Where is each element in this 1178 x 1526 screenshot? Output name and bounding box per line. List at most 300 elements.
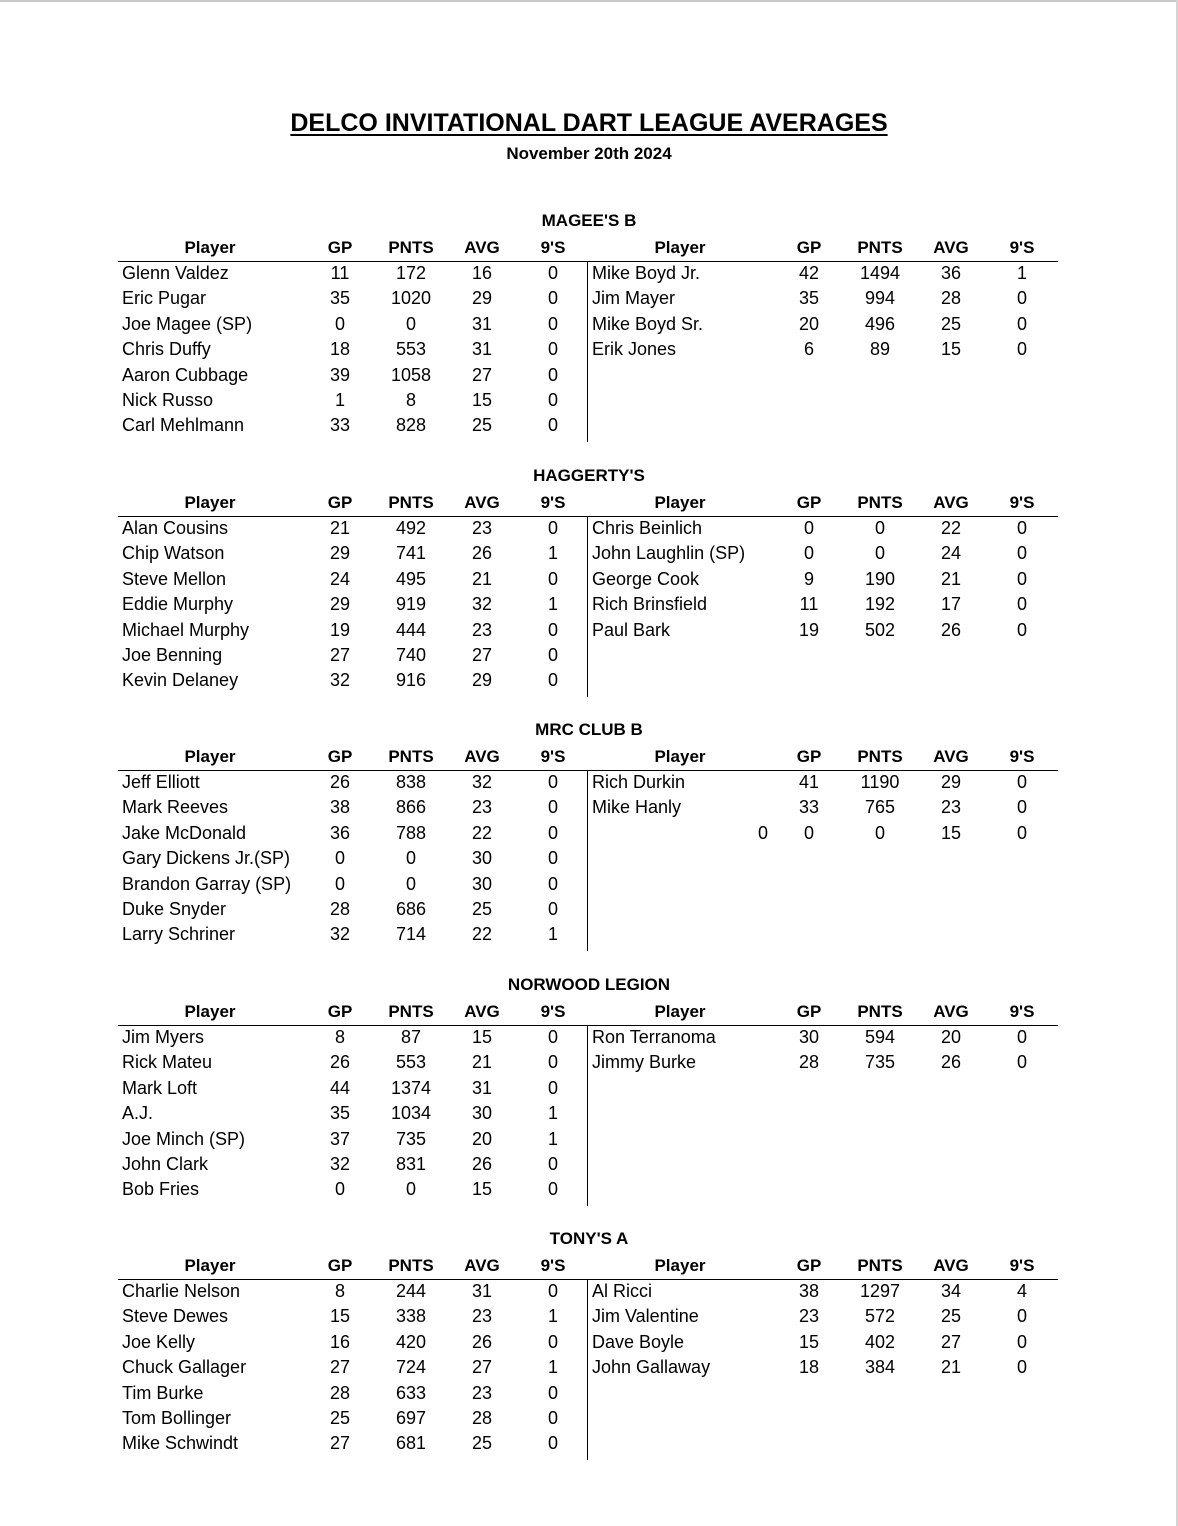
- nines-cell: 1: [547, 594, 558, 615]
- average-cell: 15: [940, 339, 962, 360]
- nines-cell: 0: [1016, 772, 1027, 792]
- nines-cell: 0: [1016, 1306, 1027, 1327]
- games-played-cell: 35: [798, 288, 820, 309]
- points-cell: 338: [395, 1306, 427, 1327]
- team-name: HAGGERTY'S: [533, 466, 645, 485]
- average-cell: 27: [471, 1357, 493, 1378]
- header-gp-left: GP: [327, 493, 353, 512]
- header-pnts-right: PNTS: [857, 1256, 903, 1275]
- header-gp-right: GP: [796, 1256, 822, 1275]
- points-cell: 994: [864, 288, 896, 309]
- points-cell: 492: [395, 518, 427, 538]
- average-cell: 29: [471, 670, 493, 691]
- nines-cell: 0: [547, 772, 558, 792]
- average-cell: 29: [940, 772, 962, 792]
- nines-cell: 0: [1016, 1052, 1027, 1073]
- games-played-cell: 36: [329, 822, 351, 843]
- player-name: Tim Burke: [122, 1382, 204, 1403]
- games-played-cell: 33: [329, 415, 351, 436]
- average-cell: 20: [471, 1128, 493, 1149]
- table-row: [0, 388, 1178, 413]
- header-avg-right: AVG: [933, 1002, 969, 1021]
- games-played-cell: 16: [329, 1331, 351, 1352]
- points-cell: 735: [864, 1052, 896, 1073]
- games-played-cell: 18: [329, 339, 351, 360]
- player-name: Ron Terranoma: [592, 1027, 716, 1047]
- header-gp-right: GP: [796, 493, 822, 512]
- header-gp-left: GP: [327, 1002, 353, 1021]
- header-avg-left: AVG: [464, 493, 500, 512]
- average-cell: 29: [471, 288, 493, 309]
- header-avg-left: AVG: [464, 747, 500, 766]
- table-row: [0, 1381, 1178, 1406]
- nines-cell: 0: [547, 364, 558, 385]
- table-row: [0, 312, 1178, 337]
- points-cell: 1494: [859, 263, 901, 283]
- nines-cell: 0: [547, 313, 558, 334]
- games-played-cell: 42: [798, 263, 820, 283]
- average-cell: 34: [940, 1281, 962, 1301]
- points-cell: 1034: [390, 1103, 432, 1124]
- average-cell: 26: [471, 1331, 493, 1352]
- games-played-cell: 41: [798, 772, 820, 792]
- header-avg-left: AVG: [464, 1002, 500, 1021]
- nines-cell: 0: [1016, 1331, 1027, 1352]
- points-cell: 87: [400, 1027, 422, 1047]
- table-row: [0, 516, 1178, 541]
- points-cell: 495: [395, 568, 427, 589]
- table-row: [0, 922, 1178, 947]
- points-cell: 0: [405, 848, 416, 869]
- points-cell: 686: [395, 899, 427, 919]
- player-name: Rick Mateu: [122, 1052, 213, 1073]
- header-nines-right: 9'S: [1009, 747, 1035, 766]
- points-cell: 0: [405, 873, 416, 894]
- points-cell: 0: [874, 822, 885, 843]
- points-cell: 420: [395, 1331, 427, 1352]
- nines-cell: 1: [547, 1103, 558, 1124]
- team-name: TONY'S A: [549, 1229, 629, 1248]
- player-name: Glenn Valdez: [122, 263, 229, 283]
- player-name: Jim Valentine: [592, 1306, 699, 1327]
- points-cell: 681: [395, 1433, 427, 1454]
- header-pnts-right: PNTS: [857, 1002, 903, 1021]
- table-row: [0, 897, 1178, 922]
- average-cell: 30: [471, 873, 493, 894]
- nines-cell: 1: [547, 543, 558, 564]
- player-name: Rich Durkin: [592, 772, 686, 792]
- header-nines-right: 9'S: [1009, 493, 1035, 512]
- points-cell: 714: [395, 924, 427, 945]
- nines-cell: 1: [547, 924, 558, 945]
- table-row: [0, 872, 1178, 897]
- points-cell: 496: [864, 313, 896, 334]
- nines-cell: 0: [547, 1382, 558, 1403]
- header-gp-left: GP: [327, 1256, 353, 1275]
- points-cell: 402: [864, 1331, 896, 1352]
- nines-cell: 0: [547, 1281, 558, 1301]
- header-pnts-right: PNTS: [857, 238, 903, 257]
- player-name: Mark Reeves: [122, 797, 229, 818]
- nines-cell: 1: [547, 1306, 558, 1327]
- player-name: Chip Watson: [122, 543, 225, 564]
- points-cell: 572: [864, 1306, 896, 1327]
- header-player-right: Player: [654, 1256, 706, 1275]
- nines-cell: 0: [547, 518, 558, 538]
- points-cell: 594: [864, 1027, 896, 1047]
- nines-cell: 0: [1016, 797, 1027, 818]
- average-cell: 31: [471, 1281, 493, 1301]
- average-cell: 30: [471, 848, 493, 869]
- average-cell: 25: [471, 899, 493, 919]
- header-player-left: Player: [184, 1256, 236, 1275]
- header-pnts-right: PNTS: [857, 747, 903, 766]
- points-cell: 89: [869, 339, 891, 360]
- average-cell: 31: [471, 1077, 493, 1098]
- nines-cell: 0: [547, 1154, 558, 1174]
- header-nines-left: 9'S: [540, 747, 566, 766]
- points-cell: 788: [395, 822, 427, 843]
- player-name: Paul Bark: [592, 619, 671, 640]
- games-played-cell: 38: [329, 797, 351, 818]
- page-title-text: DELCO INVITATIONAL DART LEAGUE AVERAGES: [290, 109, 888, 137]
- page-top-border: [0, 0, 1178, 2]
- average-cell: 22: [940, 518, 962, 538]
- games-played-cell: 26: [329, 772, 351, 792]
- games-played-cell: 0: [803, 518, 814, 538]
- average-cell: 22: [471, 822, 493, 843]
- points-cell: 724: [395, 1357, 427, 1378]
- average-cell: 26: [940, 619, 962, 640]
- player-name: Duke Snyder: [122, 899, 227, 919]
- points-cell: 0: [874, 518, 885, 538]
- player-name: George Cook: [592, 568, 700, 589]
- table-row: [0, 1152, 1178, 1177]
- nines-cell: 0: [547, 1077, 558, 1098]
- header-player-right: Player: [654, 1002, 706, 1021]
- average-cell: 15: [471, 1027, 493, 1047]
- games-played-cell: 27: [329, 1433, 351, 1454]
- table-row: [0, 643, 1178, 668]
- player-name: Larry Schriner: [122, 924, 236, 945]
- games-played-cell: 38: [798, 1281, 820, 1301]
- table-row: [0, 1279, 1178, 1304]
- header-player-left: Player: [184, 238, 236, 257]
- games-played-cell: 9: [803, 568, 814, 589]
- games-played-cell: 15: [329, 1306, 351, 1327]
- games-played-cell: 19: [329, 619, 351, 640]
- games-played-cell: 8: [334, 1027, 345, 1047]
- points-cell: 8: [405, 390, 416, 410]
- player-name: Jimmy Burke: [592, 1052, 697, 1073]
- games-played-cell: 24: [329, 568, 351, 589]
- table-row: [0, 1330, 1178, 1355]
- header-nines-left: 9'S: [540, 238, 566, 257]
- points-cell: 1058: [390, 364, 432, 385]
- table-row: [0, 1177, 1178, 1202]
- average-cell: 23: [471, 797, 493, 818]
- header-nines-left: 9'S: [540, 1002, 566, 1021]
- average-cell: 21: [471, 1052, 493, 1073]
- games-played-cell: 19: [798, 619, 820, 640]
- header-avg-left: AVG: [464, 238, 500, 257]
- average-cell: 24: [940, 543, 962, 564]
- nines-cell: 0: [547, 619, 558, 640]
- header-pnts-left: PNTS: [388, 747, 434, 766]
- games-played-cell: 28: [798, 1052, 820, 1073]
- player-name: Jake McDonald: [122, 822, 247, 843]
- average-cell: 27: [471, 364, 493, 385]
- games-played-cell: 18: [798, 1357, 820, 1378]
- average-cell: 20: [940, 1027, 962, 1047]
- nines-cell: 0: [547, 797, 558, 818]
- player-name: Joe Benning: [122, 645, 223, 665]
- games-played-cell: 0: [334, 1179, 345, 1200]
- games-played-cell: 32: [329, 670, 351, 691]
- nines-cell: 0: [1016, 1027, 1027, 1047]
- player-name: Chris Duffy: [122, 339, 211, 360]
- header-nines-right: 9'S: [1009, 238, 1035, 257]
- nines-cell: 4: [1016, 1281, 1027, 1301]
- player-name: Charlie Nelson: [122, 1281, 241, 1301]
- header-player-right: Player: [654, 747, 706, 766]
- games-played-cell: 0: [803, 543, 814, 564]
- nines-cell: 0: [547, 415, 558, 436]
- games-played-cell: 35: [329, 288, 351, 309]
- table-row: [0, 668, 1178, 693]
- header-nines-left: 9'S: [540, 1256, 566, 1275]
- table-row: [0, 821, 1178, 846]
- header-pnts-left: PNTS: [388, 1002, 434, 1021]
- games-played-cell: 0: [803, 822, 814, 843]
- average-cell: 27: [471, 645, 493, 665]
- player-name: Tom Bollinger: [122, 1408, 232, 1428]
- header-avg-right: AVG: [933, 493, 969, 512]
- nines-cell: 0: [547, 339, 558, 360]
- points-cell: 244: [395, 1281, 427, 1301]
- points-cell: 831: [395, 1154, 427, 1174]
- player-name: Chuck Gallager: [122, 1357, 247, 1378]
- games-played-cell: 39: [329, 364, 351, 385]
- page-date: November 20th 2024: [506, 144, 672, 163]
- games-played-cell: 33: [798, 797, 820, 818]
- player-name: Jim Mayer: [592, 288, 676, 309]
- player-name: Carl Mehlmann: [122, 415, 245, 436]
- average-cell: 26: [471, 1154, 493, 1174]
- games-played-cell: 25: [329, 1408, 351, 1428]
- header-gp-left: GP: [327, 747, 353, 766]
- points-cell: 0: [405, 313, 416, 334]
- nines-cell: 1: [1016, 263, 1027, 283]
- games-played-cell: 1: [334, 390, 345, 410]
- header-avg-right: AVG: [933, 238, 969, 257]
- table-row: [0, 413, 1178, 438]
- points-cell: 444: [395, 619, 427, 640]
- header-gp-right: GP: [796, 238, 822, 257]
- header-pnts-left: PNTS: [388, 493, 434, 512]
- average-cell: 21: [940, 1357, 962, 1378]
- average-cell: 27: [940, 1331, 962, 1352]
- player-name: Dave Boyle: [592, 1331, 685, 1352]
- games-played-cell: 23: [798, 1306, 820, 1327]
- nines-cell: 1: [547, 1128, 558, 1149]
- header-player-left: Player: [184, 493, 236, 512]
- player-name: Michael Murphy: [122, 619, 250, 640]
- nines-cell: 1: [547, 1357, 558, 1378]
- table-row: [0, 795, 1178, 820]
- points-cell: 735: [395, 1128, 427, 1149]
- player-name: Steve Mellon: [122, 568, 227, 589]
- header-nines-left: 9'S: [540, 493, 566, 512]
- games-played-cell: 0: [334, 313, 345, 334]
- header-nines-right: 9'S: [1009, 1256, 1035, 1275]
- points-cell: 741: [395, 543, 427, 564]
- points-cell: 0: [874, 543, 885, 564]
- points-cell: 0: [405, 1179, 416, 1200]
- points-cell: 502: [864, 619, 896, 640]
- average-cell: 25: [940, 313, 962, 334]
- header-player-right: Player: [654, 238, 706, 257]
- nines-cell: 0: [547, 263, 558, 283]
- header-pnts-right: PNTS: [857, 493, 903, 512]
- nines-cell: 0: [547, 1331, 558, 1352]
- average-cell: 23: [471, 1306, 493, 1327]
- games-played-cell: 44: [329, 1077, 351, 1098]
- games-played-cell: 29: [329, 543, 351, 564]
- points-cell: 192: [864, 594, 896, 615]
- points-cell: 866: [395, 797, 427, 818]
- player-name: Jeff Elliott: [122, 772, 200, 792]
- average-cell: 28: [471, 1408, 493, 1428]
- player-name: Mike Boyd Jr.: [592, 263, 701, 283]
- games-played-cell: 11: [330, 263, 350, 283]
- player-name: Nick Russo: [122, 390, 214, 410]
- points-cell: 1190: [860, 772, 900, 792]
- points-cell: 838: [395, 772, 427, 792]
- table-row: [0, 1101, 1178, 1126]
- header-player-right: Player: [654, 493, 706, 512]
- points-cell: 828: [395, 415, 427, 436]
- nines-cell: 0: [1016, 518, 1027, 538]
- header-nines-right: 9'S: [1009, 1002, 1035, 1021]
- table-row: [0, 1406, 1178, 1431]
- player-name: John Gallaway: [592, 1357, 711, 1378]
- games-played-cell: 8: [334, 1281, 345, 1301]
- player-name: Rich Brinsfield: [592, 594, 708, 615]
- nines-cell: 0: [547, 1027, 558, 1047]
- games-played-cell: 37: [329, 1128, 351, 1149]
- header-player-left: Player: [184, 747, 236, 766]
- header-pnts-left: PNTS: [388, 1256, 434, 1275]
- player-name: Jim Myers: [122, 1027, 204, 1047]
- games-played-cell: 6: [803, 339, 814, 360]
- player-name: Eddie Murphy: [122, 594, 234, 615]
- games-played-cell: 30: [798, 1027, 820, 1047]
- nines-cell: 0: [1016, 288, 1027, 309]
- header-pnts-left: PNTS: [388, 238, 434, 257]
- player-name: Bob Fries: [122, 1179, 200, 1200]
- player-name: Alan Cousins: [122, 518, 229, 538]
- table-row: [0, 363, 1178, 388]
- average-cell: 32: [471, 594, 493, 615]
- games-played-cell: 32: [329, 1154, 351, 1174]
- team-name: MRC CLUB B: [535, 720, 643, 739]
- nines-cell: 0: [1016, 339, 1027, 360]
- player-name: Mark Loft: [122, 1077, 198, 1098]
- points-cell: 1020: [390, 288, 432, 309]
- games-played-cell: 28: [329, 1382, 351, 1403]
- header-gp-left: GP: [327, 238, 353, 257]
- table-row: [0, 618, 1178, 643]
- nines-cell: 0: [1016, 543, 1027, 564]
- average-cell: 30: [471, 1103, 493, 1124]
- points-cell: 553: [395, 339, 427, 360]
- average-cell: 31: [471, 313, 493, 334]
- average-cell: 21: [940, 568, 962, 589]
- table-row: [0, 337, 1178, 362]
- nines-cell: 0: [547, 645, 558, 665]
- nines-cell: 0: [1016, 1357, 1027, 1378]
- table-row: [0, 592, 1178, 617]
- header-avg-right: AVG: [933, 747, 969, 766]
- player-name: A.J.: [122, 1103, 154, 1124]
- nines-cell: 0: [1016, 313, 1027, 334]
- page-title: [0, 108, 1178, 138]
- nines-cell: 0: [547, 873, 558, 894]
- nines-cell: 0: [547, 568, 558, 589]
- average-cell: 25: [471, 1433, 493, 1454]
- average-cell: 28: [940, 288, 962, 309]
- player-name: Mike Schwindt: [122, 1433, 239, 1454]
- average-cell: 25: [471, 415, 493, 436]
- table-row: [0, 1355, 1178, 1380]
- player-name: Brandon Garray (SP): [122, 873, 292, 894]
- average-cell: 17: [940, 594, 962, 615]
- table-row: [0, 770, 1178, 795]
- player-name: Eric Pugar: [122, 288, 207, 309]
- nines-cell: 0: [547, 1179, 558, 1200]
- points-cell: 919: [395, 594, 427, 615]
- header-gp-right: GP: [796, 747, 822, 766]
- player-name: Aaron Cubbage: [122, 364, 249, 385]
- header-player-left: Player: [184, 1002, 236, 1021]
- team-name: NORWOOD LEGION: [507, 975, 671, 994]
- player-name: Erik Jones: [592, 339, 677, 360]
- player-name: John Clark: [122, 1154, 209, 1174]
- points-cell: 916: [395, 670, 427, 691]
- games-played-cell: 26: [329, 1052, 351, 1073]
- points-cell: 740: [395, 645, 427, 665]
- nines-cell: 0: [547, 390, 558, 410]
- points-cell: 553: [395, 1052, 427, 1073]
- nines-cell: 0: [1016, 619, 1027, 640]
- games-played-cell: 27: [329, 645, 351, 665]
- player-name: Joe Minch (SP): [122, 1128, 246, 1149]
- games-played-cell: 28: [329, 899, 351, 919]
- average-cell: 31: [471, 339, 493, 360]
- player-name: Gary Dickens Jr.(SP): [122, 848, 291, 869]
- average-cell: 16: [471, 263, 493, 283]
- games-played-cell: 20: [798, 313, 820, 334]
- player-name: Chris Beinlich: [592, 518, 703, 538]
- average-cell: 15: [940, 822, 962, 843]
- nines-cell: 0: [547, 288, 558, 309]
- average-cell: 15: [471, 390, 493, 410]
- points-cell: 633: [395, 1382, 427, 1403]
- points-cell: 172: [395, 263, 427, 283]
- team-name: MAGEE'S B: [541, 211, 637, 230]
- nines-cell: 0: [547, 670, 558, 691]
